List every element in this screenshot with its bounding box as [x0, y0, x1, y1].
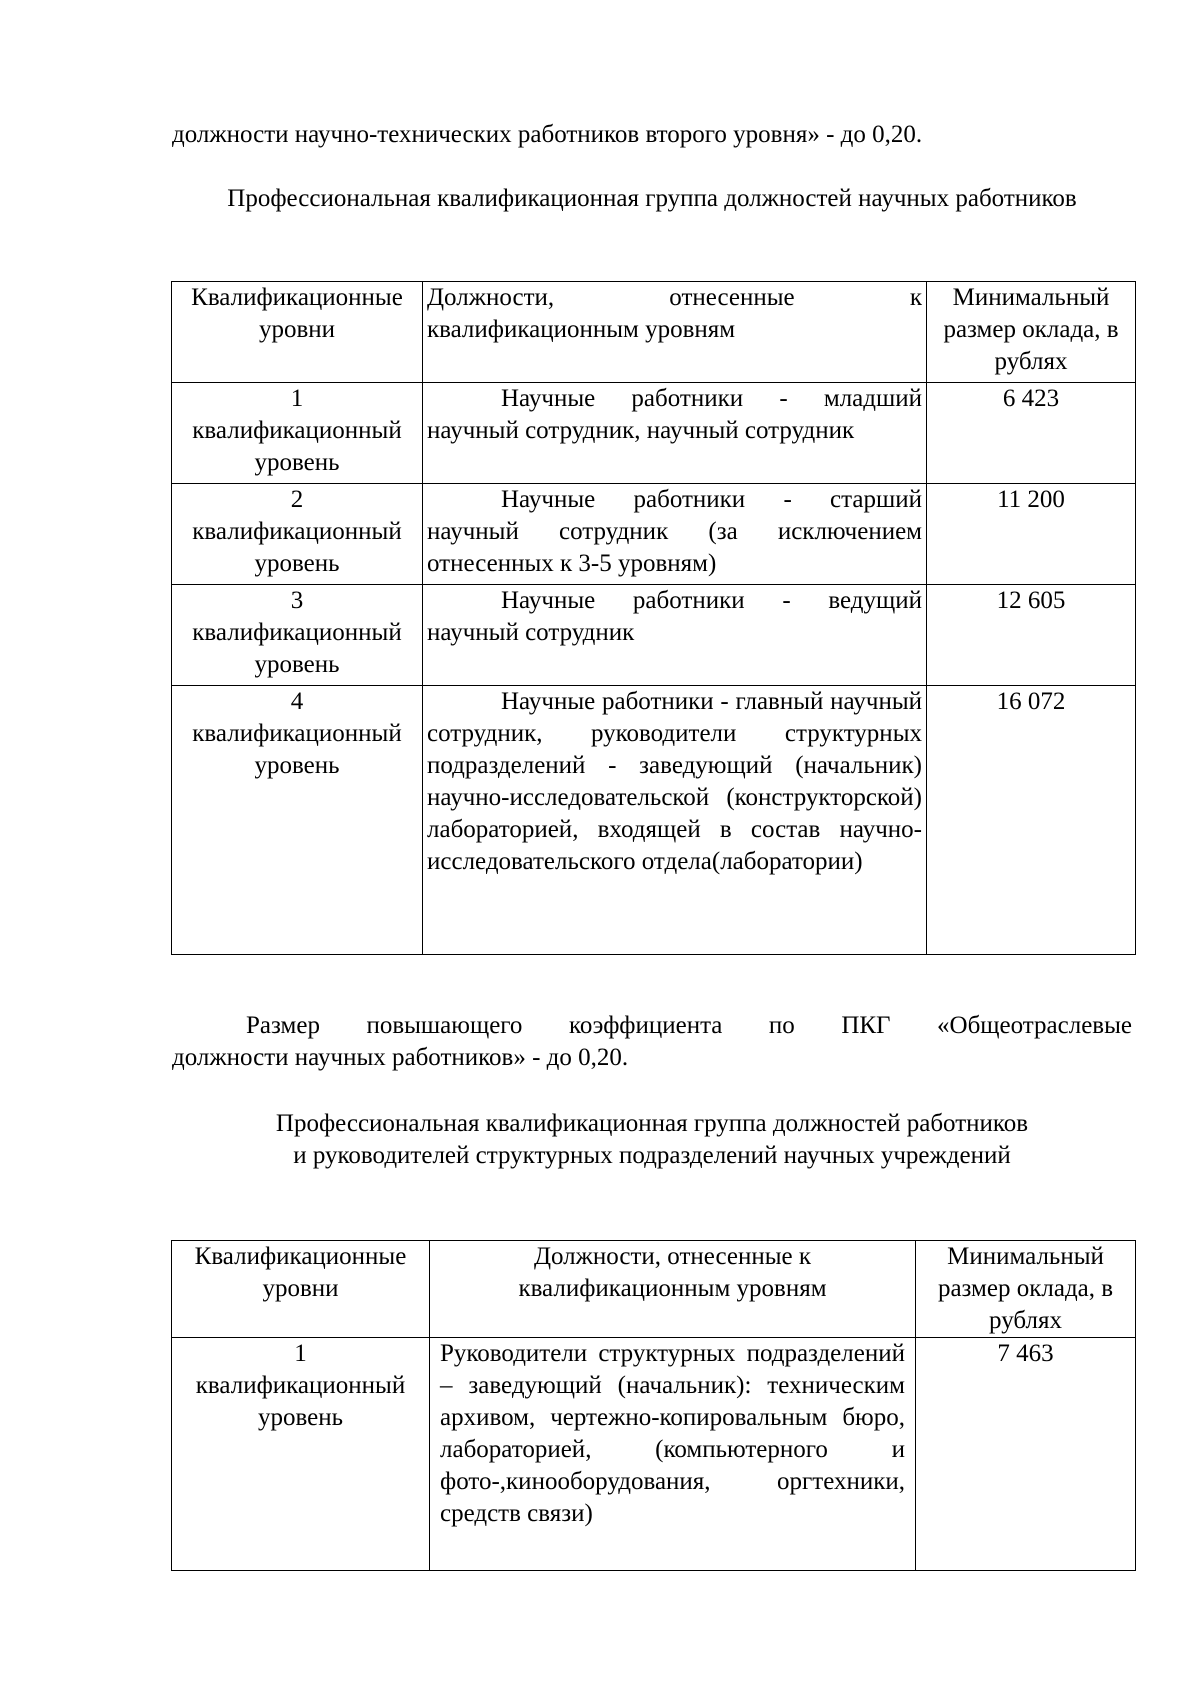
section2-title	[172, 1108, 1132, 1172]
header-level: Квалификационные уровни	[172, 1241, 430, 1338]
table-row	[172, 484, 1136, 585]
scientific-staff-table	[171, 281, 1136, 955]
positions-cell: Руководители структурных подразделений – заведующий (начальник): техническим архивом, чертежно-копировальным бюро, лабораторией, (компьютерного и фото-,кинооборудования, оргтехники, средств связи)	[430, 1338, 916, 1571]
institution-staff-table	[171, 1240, 1136, 1571]
table-header-row	[172, 282, 1136, 383]
section1-title: Профессиональная квалификационная группа должностей научных работников	[227, 185, 1077, 212]
salary-cell: 7 463	[916, 1338, 1136, 1571]
header-positions: Должности, отнесенные к квалификационным уровням	[423, 282, 927, 383]
header-positions: Должности, отнесенные к квалификационным уровням	[430, 1241, 916, 1338]
coefficient-line-1: Размер повышающего коэффициента по ПКГ «Общеотраслевые	[246, 1012, 1132, 1039]
positions-cell: Научные работники - младший научный сотрудник, научный сотрудник	[423, 383, 927, 484]
salary-cell: 12 605	[927, 585, 1136, 686]
salary-cell: 11 200	[927, 484, 1136, 585]
level-cell: 1 квалификационный уровень	[172, 1338, 430, 1571]
table-header-row	[172, 1241, 1136, 1338]
header-salary: Минимальный размер оклада, в рублях	[927, 282, 1136, 383]
header-salary: Минимальный размер оклада, в рублях	[916, 1241, 1136, 1338]
table-row	[172, 383, 1136, 484]
level-cell: 3 квалификационный уровень	[172, 585, 423, 686]
positions-cell: Научные работники - главный научный сотрудник, руководители структурных подразделений - заведующий (начальник) научно-исследовательской (конструкторской) лабораторией, входящей в состав научно-исследовательского отдела(лаборатории)	[423, 686, 927, 955]
coefficient-line-2: должности научных работников» - до 0,20.	[172, 1044, 629, 1071]
table-row	[172, 585, 1136, 686]
salary-cell: 16 072	[927, 686, 1136, 955]
coefficient-paragraph	[172, 1010, 1132, 1074]
level-cell: 1 квалификационный уровень	[172, 383, 423, 484]
salary-cell: 6 423	[927, 383, 1136, 484]
intro-line: должности научно-технических работников второго уровня» - до 0,20.	[172, 121, 923, 148]
level-cell: 2 квалификационный уровень	[172, 484, 423, 585]
positions-cell: Научные работники - старший научный сотрудник (за исключением отнесенных к 3-5 уровням)	[423, 484, 927, 585]
positions-cell: Научные работники - ведущий научный сотрудник	[423, 585, 927, 686]
section2-title-line-2: и руководителей структурных подразделений научных учреждений	[293, 1142, 1011, 1169]
header-level: Квалификационные уровни	[172, 282, 423, 383]
section2-title-line-1: Профессиональная квалификационная группа должностей работников	[275, 1110, 1029, 1137]
level-cell: 4 квалификационный уровень	[172, 686, 423, 955]
table-row	[172, 686, 1136, 955]
table-row	[172, 1338, 1136, 1571]
